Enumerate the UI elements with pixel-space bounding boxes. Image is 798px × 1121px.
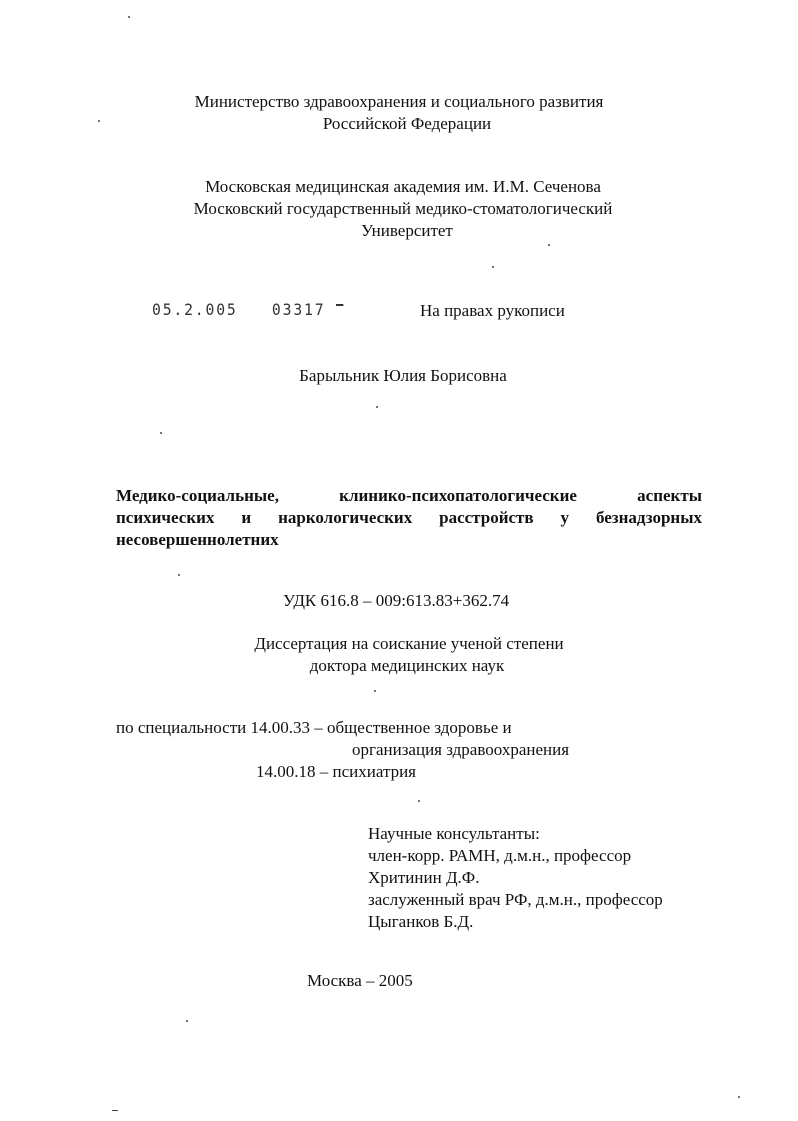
scan-speck	[178, 574, 180, 576]
title-word: Медико-социальные,	[116, 486, 279, 505]
academy-line-1: Московская медицинская академия им. И.М. Сеченова	[205, 177, 601, 196]
title-word: психических	[116, 508, 215, 527]
degree-line-1: Диссертация на соискание ученой степени	[254, 634, 564, 653]
specialty-line-2: организация здравоохранения	[352, 740, 570, 759]
udk-code: УДК 616.8 – 009:613.83+362.74	[283, 591, 510, 610]
scan-speck	[112, 1110, 118, 1111]
scan-speck	[492, 266, 494, 268]
advisor-2-title: заслуженный врач РФ, д.м.н., профессор	[368, 890, 663, 909]
stamp-number: 03317	[271, 300, 326, 319]
academy-line-3: Университет	[361, 221, 453, 240]
manuscript-note: На правах рукописи	[420, 301, 565, 320]
degree-line-2: доктора медицинских наук	[309, 656, 505, 675]
academy-line-2: Московский государственный медико-стоматологический	[193, 199, 613, 218]
title-word: наркологических	[278, 508, 413, 527]
scan-speck	[160, 432, 162, 434]
title-word: у	[560, 508, 570, 527]
title-line-2	[116, 507, 702, 529]
title-word: и	[241, 508, 252, 527]
scan-speck	[376, 406, 378, 408]
stamp-date: 05.2.005	[152, 300, 238, 319]
title-word: клинико-психопатологические	[339, 486, 577, 505]
advisor-1-name: Хритинин Д.Ф.	[368, 868, 480, 887]
specialty-line-3: 14.00.18 – психиатрия	[256, 762, 416, 781]
scan-speck	[548, 244, 550, 246]
advisor-1-title: член-корр. РАМН, д.м.н., профессор	[368, 846, 632, 865]
registration-stamp	[152, 300, 344, 319]
title-line-1	[116, 485, 702, 507]
scan-speck	[98, 120, 100, 122]
title-line-3: несовершеннолетних	[116, 530, 279, 549]
ministry-line-2: Российской Федерации	[322, 114, 492, 133]
title-word: безнадзорных	[595, 508, 702, 527]
city-year: Москва – 2005	[307, 971, 413, 990]
title-word: аспекты	[637, 486, 702, 505]
specialty-line-1: по специальности 14.00.33 – общественное здоровье и	[116, 718, 512, 737]
ministry-line-1: Министерство здравоохранения и социального развития	[194, 92, 604, 111]
scan-speck	[186, 1020, 188, 1022]
title-word: расстройств	[439, 508, 534, 527]
author-name: Барыльник Юлия Борисовна	[299, 366, 507, 385]
advisor-2-name: Цыганков Б.Д.	[368, 912, 474, 931]
scan-speck	[418, 800, 420, 802]
advisors-heading: Научные консультанты:	[368, 824, 540, 843]
scan-speck	[374, 690, 376, 692]
scan-speck	[738, 1096, 740, 1098]
scan-speck	[128, 16, 130, 18]
